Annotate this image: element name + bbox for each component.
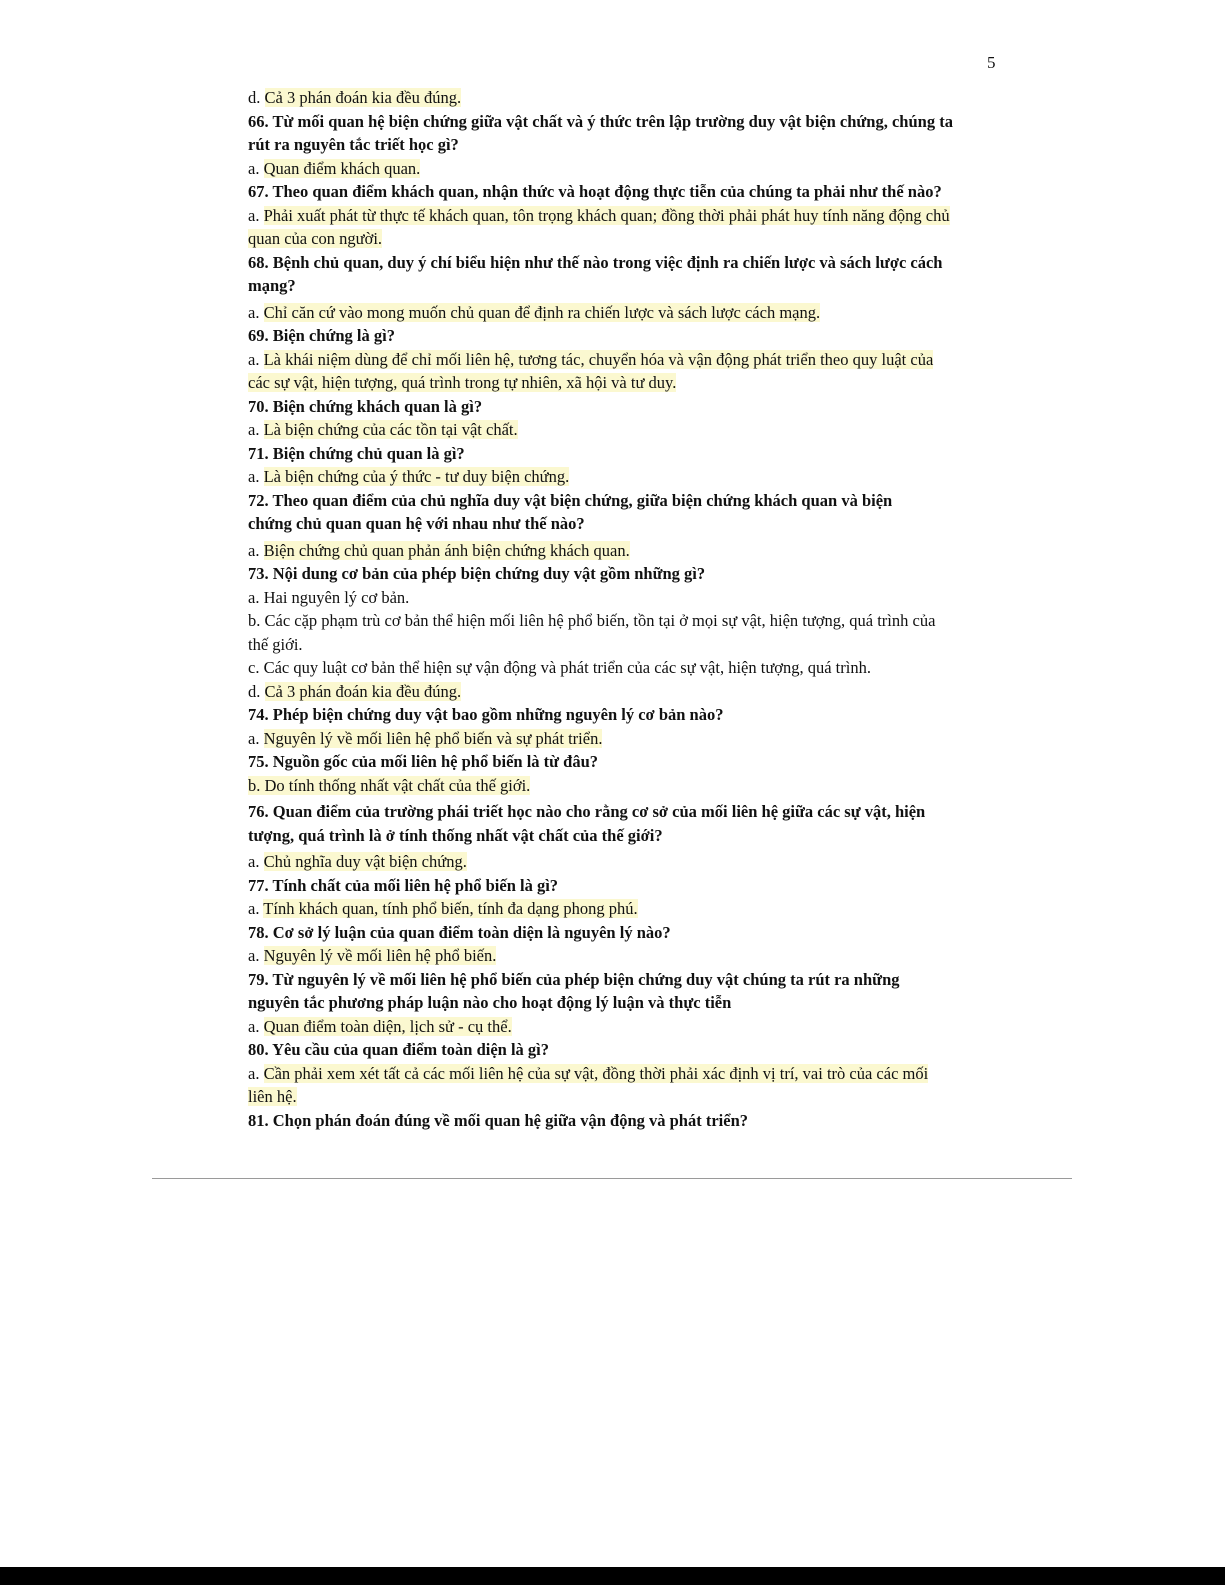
answer-line (248, 609, 1008, 633)
answer-line (248, 1062, 1008, 1086)
answer-line (248, 774, 1008, 798)
line-text: rút ra nguyên tắc triết học gì? (248, 135, 459, 154)
line-text: mạng? (248, 276, 296, 295)
highlighted-answer: liên hệ. (248, 1087, 297, 1106)
highlighted-answer: Biện chứng chủ quan phản ánh biện chứng khách quan. (263, 540, 630, 560)
question-line (248, 489, 1008, 513)
line-text: 68. Bệnh chủ quan, duy ý chí biểu hiện như thế nào trong việc định ra chiến lược và sách lược cách (248, 252, 943, 272)
line-text: 66. Từ mối quan hệ biện chứng giữa vật chất và ý thức trên lập trường duy vật biện chứng, chúng ta (248, 111, 953, 131)
page-number: 5 (987, 53, 996, 72)
page-divider (152, 1178, 1072, 1179)
bottom-bar (0, 1567, 1225, 1585)
question-line (248, 921, 1008, 945)
line-text: chứng chủ quan quan hệ với nhau như thế nào? (248, 514, 585, 533)
line-prefix: a. (248, 349, 264, 369)
line-prefix: a. (248, 852, 264, 871)
answer-line (248, 680, 1008, 704)
question-line (248, 1109, 1008, 1133)
question-line (248, 562, 1008, 586)
question-line (248, 442, 1008, 466)
highlighted-answer: Là biện chứng của các tồn tại vật chất. (263, 420, 518, 439)
answer-line (248, 465, 1008, 489)
answer-line (248, 371, 1008, 395)
highlighted-answer: Tính khách quan, tính phổ biến, tính đa dạng phong phú. (263, 899, 638, 918)
highlighted-answer: Nguyên lý về mối liên hệ phổ biến. (263, 946, 497, 965)
question-line (248, 324, 1008, 348)
question-line (248, 703, 1008, 727)
answer-line (248, 897, 1008, 921)
highlighted-answer: Là biện chứng của ý thức - tư duy biện chứng. (263, 467, 570, 486)
answer-line (248, 633, 1008, 657)
highlighted-answer: Quan điểm toàn diện, lịch sử - cụ thể. (263, 1016, 512, 1036)
line-text: 76. Quan điểm của trường phái triết học nào cho rằng cơ sở của mối liên hệ giữa các sự vật, hiện (248, 802, 926, 821)
highlighted-answer: Cả 3 phán đoán kia đều đúng. (264, 681, 462, 701)
answer-line (248, 1015, 1008, 1039)
answer-line (248, 348, 1008, 372)
line-prefix: a. (248, 205, 264, 225)
line-text: 74. Phép biện chứng duy vật bao gồm những nguyên lý cơ bản nào? (248, 705, 724, 724)
highlighted-answer: Chủ nghĩa duy vật biện chứng. (263, 852, 467, 871)
line-prefix: a. (248, 728, 264, 748)
question-line (248, 274, 1008, 298)
line-text: 77. Tính chất của mối liên hệ phổ biến là gì? (248, 875, 559, 895)
highlighted-answer: quan của con người. (248, 229, 383, 248)
line-text: a. Hai nguyên lý cơ bản. (248, 587, 410, 607)
highlighted-answer: b. Do tính thống nhất vật chất của thế giới. (248, 775, 531, 795)
line-prefix: a. (248, 899, 264, 918)
highlighted-answer: Chỉ căn cứ vào mong muốn chủ quan để định ra chiến lược và sách lược cách mạng. (263, 302, 821, 322)
question-line (248, 991, 1008, 1015)
question-line (248, 968, 1008, 992)
answer-line (248, 157, 1008, 181)
document-body (248, 86, 1008, 1132)
answer-line (248, 301, 1008, 325)
answer-line (248, 227, 1008, 251)
answer-line (248, 586, 1008, 610)
answer-line (248, 656, 1008, 680)
line-prefix: a. (248, 467, 264, 486)
line-prefix: a. (248, 1016, 264, 1036)
line-text: 79. Từ nguyên lý về mối liên hệ phổ biến của phép biện chứng duy vật chúng ta rút ra những (248, 969, 900, 989)
highlighted-answer: Nguyên lý về mối liên hệ phổ biến và sự phát triển. (263, 728, 603, 748)
line-prefix: d. (248, 681, 265, 701)
line-prefix: a. (248, 158, 264, 178)
highlighted-answer: Cả 3 phán đoán kia đều đúng. (264, 88, 462, 107)
line-text: tượng, quá trình là ở tính thống nhất vật chất của thế giới? (248, 825, 663, 845)
answer-line (248, 539, 1008, 563)
line-prefix: a. (248, 946, 264, 965)
line-text: 67. Theo quan điểm khách quan, nhận thức và hoạt động thực tiễn của chúng ta phải như thế nào? (248, 182, 942, 201)
highlighted-answer: Quan điểm khách quan. (263, 158, 421, 178)
question-line (248, 874, 1008, 898)
line-text: b. Các cặp phạm trù cơ bản thể hiện mối liên hệ phổ biến, tồn tại ở mọi sự vật, hiện tượng, quá trình của (248, 611, 936, 630)
line-text: 80. Yêu cầu của quan điểm toàn diện là gì? (248, 1040, 550, 1059)
question-line (248, 824, 1008, 848)
line-text: 70. Biện chứng khách quan là gì? (248, 396, 483, 416)
question-line (248, 750, 1008, 774)
question-line (248, 180, 1008, 204)
answer-line (248, 86, 1008, 110)
line-text: 71. Biện chứng chủ quan là gì? (248, 443, 465, 463)
answer-line (248, 418, 1008, 442)
line-text: 73. Nội dung cơ bản của phép biện chứng duy vật gồm những gì? (248, 564, 706, 583)
line-prefix: a. (248, 302, 264, 322)
line-prefix: a. (248, 540, 264, 560)
highlighted-answer: Cần phải xem xét tất cả các mối liên hệ của sự vật, đồng thời phải xác định vị trí, vai trò của các mối (263, 1063, 929, 1083)
line-text: nguyên tắc phương pháp luận nào cho hoạt động lý luận và thực tiễn (248, 993, 732, 1012)
line-prefix: a. (248, 420, 264, 439)
question-line (248, 251, 1008, 275)
question-line (248, 512, 1008, 536)
line-text: 81. Chọn phán đoán đúng về mối quan hệ giữa vận động và phát triển? (248, 1110, 749, 1130)
question-line (248, 800, 1008, 824)
line-prefix: a. (248, 1063, 264, 1083)
answer-line (248, 850, 1008, 874)
line-prefix: d. (248, 88, 265, 107)
line-text: thế giới. (248, 634, 303, 654)
answer-line (248, 1085, 1008, 1109)
answer-line (248, 944, 1008, 968)
highlighted-answer: các sự vật, hiện tượng, quá trình trong tự nhiên, xã hội và tư duy. (248, 373, 677, 392)
line-text: 78. Cơ sở lý luận của quan điểm toàn diện là nguyên lý nào? (248, 922, 671, 942)
question-line (248, 133, 1008, 157)
line-text: 69. Biện chứng là gì? (248, 326, 395, 345)
answer-line (248, 204, 1008, 228)
highlighted-answer: Phải xuất phát từ thực tế khách quan, tôn trọng khách quan; đồng thời phải phát huy tính năng động chủ (263, 205, 950, 225)
line-text: 75. Nguồn gốc của mối liên hệ phổ biến là từ đâu? (248, 752, 599, 771)
answer-line (248, 727, 1008, 751)
question-line (248, 395, 1008, 419)
question-line (248, 1038, 1008, 1062)
line-text: 72. Theo quan điểm của chủ nghĩa duy vật biện chứng, giữa biện chứng khách quan và biện (248, 490, 893, 510)
highlighted-answer: Là khái niệm dùng để chỉ mối liên hệ, tương tác, chuyển hóa và vận động phát triển theo quy luật của (263, 349, 934, 369)
line-text: c. Các quy luật cơ bản thể hiện sự vận động và phát triển của các sự vật, hiện tượng, quá trình. (248, 658, 871, 677)
question-line (248, 110, 1008, 134)
